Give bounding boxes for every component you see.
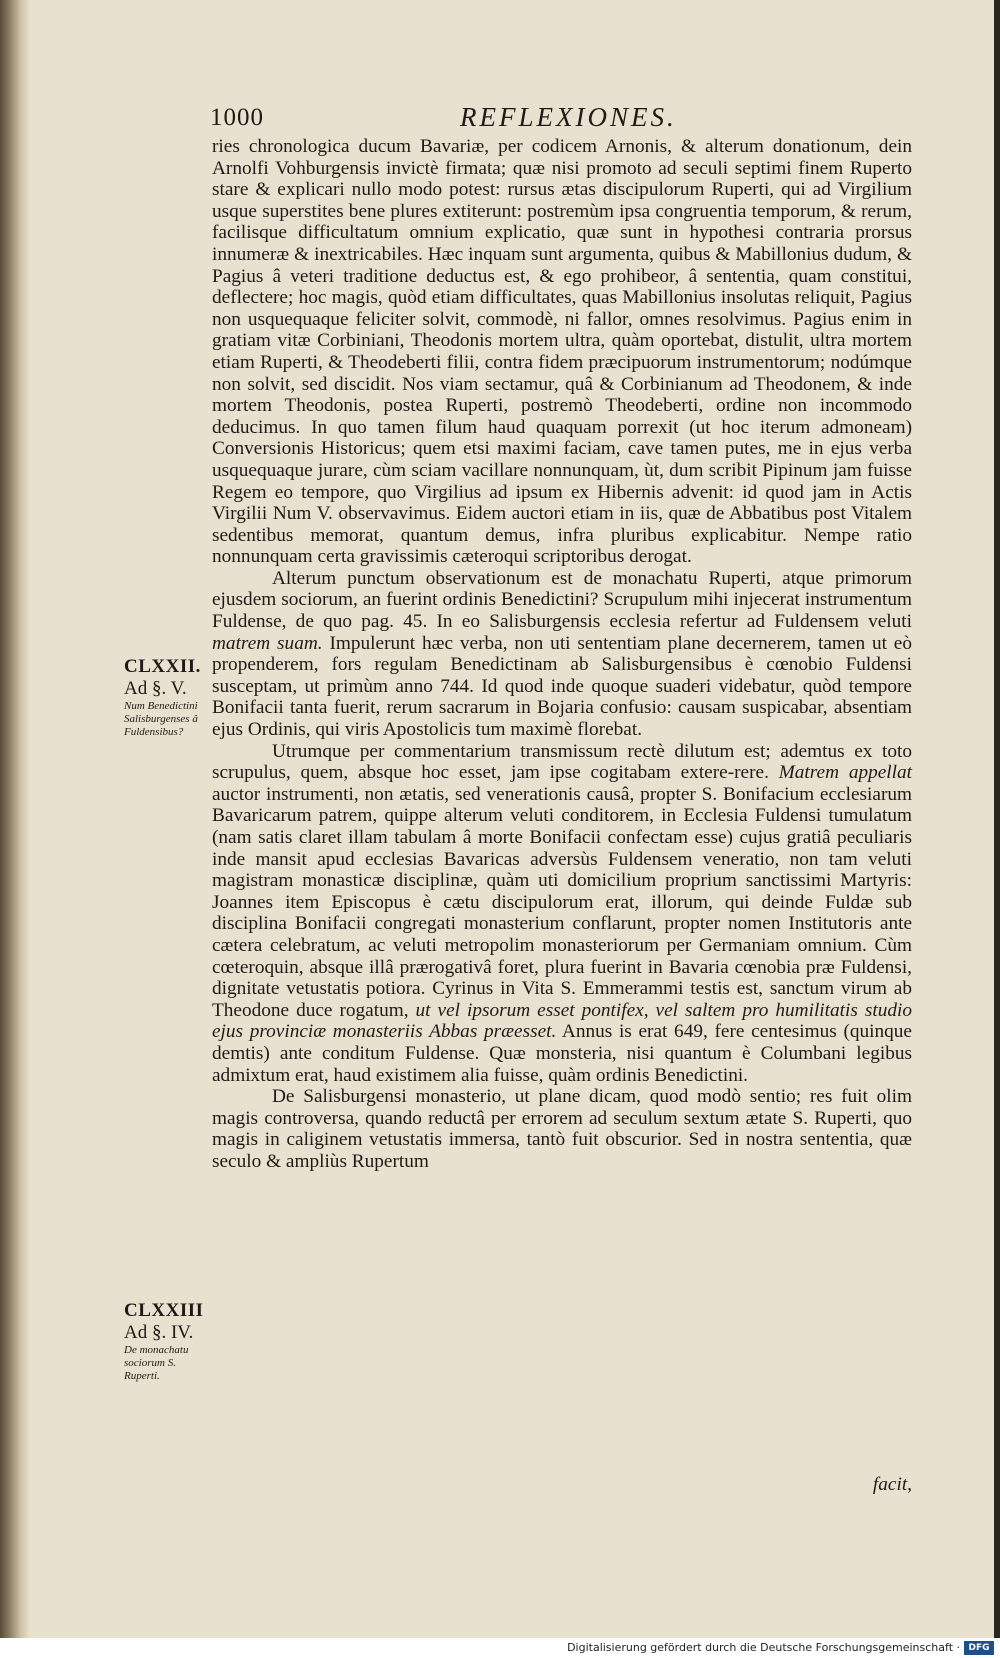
- paragraph-2-italic: matrem suam.: [212, 632, 323, 654]
- paragraph-3-text-c: Annus is erat 649, fere centesimus (quinque demtis) ante conditum Fuldense. Quæ monsteria, nisi quantum è Columbani legibus admixtum erat, haud existimem alia fuisse, quàm ordinis Benedictini.: [212, 1021, 912, 1086]
- margin-note-1-number: CLXXII.: [124, 656, 201, 677]
- page-header: [210, 104, 910, 136]
- paragraph-3-italic-a: Matrem appellat: [778, 762, 913, 784]
- margin-note-1: [124, 656, 208, 739]
- margin-note-2-number: CLXXIII: [124, 1300, 204, 1321]
- paragraph-2-text-b: Impulerunt hæc verba, non uti sententiam plane decernerem, tamen ut eò propenderem, fors regulam Benedictinam ab Salisburgensibus è cœnobio Fuldensi susceptam, ut primùm anno 744. Id quod inde quoque suaderi videbatur, quòd tempore Bonifacii tanta fuerit, rerum sacrarum in Bojaria confusio: causam suspicabar, absentiam ejus Ordinis, qui viris Apostolicis tum maximè florebat.: [212, 632, 912, 741]
- page-number: 1000: [210, 104, 264, 131]
- dfg-logo-icon: DFG: [964, 1641, 994, 1655]
- margin-note-1-sub: Num Benedictini Salisburgenses â Fuldensibus?: [124, 700, 198, 738]
- margin-note-2-sub: De monachatu sociorum S. Ruperti.: [124, 1344, 189, 1382]
- paragraph-3-italic-b: ut vel ipsorum esset pontifex, vel saltem pro humilitatis studio ejus provinciæ monasteriis Abbas præesset.: [212, 999, 912, 1043]
- paragraph-3-text-a: Utrumque per commentarium transmissum rectè dilutum est; ademtus ex toto scrupulus, quem, absque hoc esset, jam ipse cogitabam extere-rere.: [212, 740, 912, 784]
- paragraph-2-text-a: Alterum punctum observationum est de monachatu Ruperti, atque primorum ejusdem sociorum, an fuerint ordinis Benedictini? Scrupulum mihi injecerat instrumentum Fuldense, de quo pag. 45. In eo Salisburgensis ecclesia refertur ad Fuldensem veluti: [212, 567, 912, 633]
- margin-note-2-ref: Ad §. IV.: [124, 1322, 194, 1343]
- paragraph-2: [212, 568, 912, 741]
- paragraph-1-text: ries chronologica ducum Bavariæ, per codicem Arnonis, & alterum donationum, dein Arnolfi Vohburgensis invictè firmata; quæ nisi promoto ad seculi septimi finem Ruperto stare & explicari nullo modo potest: rursus ætas discipulorum Ruperti, qui ad Virgilium usque superstites bene plures extiterunt: postremùm ipsa congruentia temporum, & rerum, facilisque difficultatum omnium explicatio, quæ sunt in hypothesi contraria prorsus innumeræ & inextricabiles. Hæc inquam sunt argumenta, quibus & Mabillonius dudum, & Pagius â veteri traditione deductus est, & ego prohibeor, â sententia, quam constitui, deflectere; hoc magis, quòd etiam difficultates, quas Mabillonius insolutas reliquit, Pagius non usquequaque feliciter solvit, commodè, ni fallor, omnes resolvimus. Pagius enim in gratiam vitæ Corbiniani, Theodonis mortem ultra, quàm oportebat, distulit, ultra mortem etiam Ruperti, & Theodeberti filii, contra fidem præcipuorum instrumentorum; nodúmque non solvit, sed discidit. Nos viam sectamur, quâ & Corbinianum ad Theodonem, & inde mortem Theodonis, postea Ruperti, postremò Theodeberti, ordine non incommodo deducimus. In quo tamen filum haud quaquam porrexit (ut hoc iterum admoneam) Conversionis Historicus; quem etsi maximi faciam, cave tamen putes, me in ejus verba usquequaque jurare, cùm sciam vacillare nonnunquam, ùt, dum scribit Pipinum jam fuisse Regem eo tempore, quo Virgilius ad ipsum ex Hibernis advenit: id quod jam in Actis Virgilii Num V. observavimus. Eidem auctori etiam in iis, quæ de Abbatibus post Vitalem sedentibus memorat, quantum demus, infra pluribus explicabitur. Nempe ratio nonnunquam certa gravissimis cæteroqui scriptoribus derogat.: [212, 136, 912, 568]
- footer-credit: Digitalisierung gefördert durch die Deutsche Forschungsgemeinschaft ·: [567, 1641, 960, 1654]
- paragraph-1: [212, 136, 912, 568]
- paragraph-3: [212, 741, 912, 1087]
- main-text: [212, 136, 912, 1173]
- paragraph-3-text-b: auctor instrumenti, non ætatis, sed venerationis causâ, propter S. Bonifacium ecclesiarum Bavaricarum patrem, quippe alterum veluti conditorem, in Ecclesia Fuldensi tumulatum (nam satis claret illam tabulam â morte Bonifacii confectam esse) cujus gratiâ peculiaris inde mansit apud ecclesias Bavaricas adversùs Fuldensem veneratio, non tam veluti magistram monasticæ disciplinæ, quàm uti domicilium proprium sanctissimi Martyris: Joannes item Episcopus è cætu discipulorum erat, illorum, qui deinde Fuldæ sub disciplina Bonifacii congregati monasterium conflarunt, propter nomen Institutoris ante cætera celebratum, ac veluti metropolim monasteriorum per Germaniam omnium. Cùm cœteroquin, absque illâ prærogativâ foret, plura fuerint in Bavaria cœnobia præ Fuldensi, dignitate vetustatis potiora. Cyrinus in Vita S. Emmerammi testis est, sanctum virum ab Theodone duce rogatum,: [212, 783, 912, 1021]
- paragraph-4: [212, 1086, 912, 1172]
- margin-note-1-ref: Ad §. V.: [124, 678, 187, 699]
- footer-bar: [0, 1638, 1000, 1658]
- page-edge: [994, 0, 1000, 1658]
- running-title: REFLEXIONES.: [460, 102, 677, 132]
- paragraph-4-text: De Salisburgensi monasterio, ut plane dicam, quod modò sentio; res fuit olim magis controversa, quando reductâ per errorem ad seculum sextum ætate S. Ruperti, quo magis in caliginem vetustatis immersa, tantò fuit obscurior. Sed in nostra sententia, quæ seculo & ampliùs Rupertum: [212, 1086, 912, 1172]
- book-binding: [0, 0, 30, 1658]
- margin-note-2: [124, 1300, 208, 1383]
- catchword: facit,: [872, 1474, 912, 1495]
